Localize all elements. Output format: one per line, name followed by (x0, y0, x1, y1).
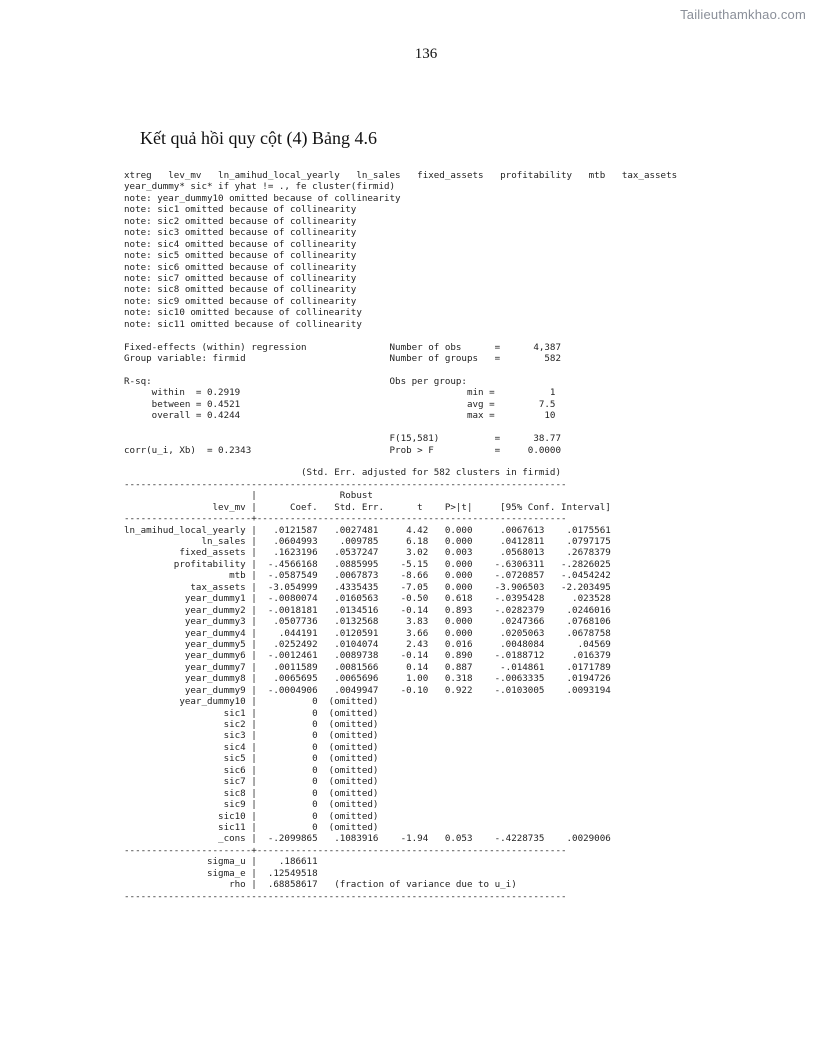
output-line: year_dummy* sic* if yhat != ., fe cluster(firmid) (124, 181, 396, 193)
output-line: year_dummy9 | -.0004906 .0049947 -0.10 0.922 -.0103005 .0093194 (124, 684, 611, 696)
output-line: year_dummy5 | .0252492 .0104074 2.43 0.016 .0048084 .04569 (124, 638, 611, 650)
output-line: note: sic11 omitted because of collinearity (124, 318, 362, 330)
output-line: sic3 | 0 (omitted) (124, 730, 379, 742)
output-line: note: sic2 omitted because of collinearity (124, 215, 357, 227)
output-line: between = 0.4521 avg = 7.5 (124, 398, 556, 410)
output-line: R-sq: Obs per group: (124, 375, 467, 387)
output-line: mtb | -.0587549 .0067873 -8.66 0.000 -.0720857 -.0454242 (124, 570, 611, 582)
blank-line (124, 330, 677, 341)
output-line: year_dummy8 | .0065695 .0065696 1.00 0.318 -.0063335 .0194726 (124, 673, 611, 685)
output-line: note: sic8 omitted because of collinearity (124, 284, 357, 296)
output-line: ln_sales | .0604993 .009785 6.18 0.000 .0412811 .0797175 (124, 536, 611, 547)
output-line: note: year_dummy10 omitted because of collinearity (124, 192, 401, 204)
output-line: sic8 | 0 (omitted) (124, 787, 379, 799)
output-line: -------------------------------------------------------------------------------- (124, 890, 567, 902)
output-line: sic1 | 0 (omitted) (124, 707, 379, 719)
section-heading: Kết quả hồi quy cột (4) Bảng 4.6 (140, 128, 377, 148)
output-line: within = 0.2919 min = 1 (124, 387, 556, 399)
output-line: overall = 0.4244 max = 10 (124, 410, 556, 422)
output-line: corr(u_i, Xb) = 0.2343 Prob > F = 0.0000 (124, 444, 561, 456)
blank-line (124, 364, 677, 375)
output-line: lev_mv | Coef. Std. Err. t P>|t| [95% Conf. Interval] (124, 501, 611, 513)
output-line: sic2 | 0 (omitted) (124, 719, 379, 730)
output-line: tax_assets | -3.054999 .4335435 -7.05 0.000 -3.906503 -2.203495 (124, 581, 611, 593)
output-line: | Robust (124, 490, 373, 502)
output-line: note: sic7 omitted because of collinearity (124, 272, 357, 284)
output-line: note: sic1 omitted because of collinearity (124, 204, 357, 216)
output-line: year_dummy2 | -.0018181 .0134516 -0.14 0.893 -.0282379 .0246016 (124, 604, 611, 616)
output-line: Group variable: firmid Number of groups = 582 (124, 353, 561, 364)
output-line: note: sic6 omitted because of collinearity (124, 261, 357, 273)
output-line: -----------------------+-------------------------------------------------------- (124, 844, 567, 856)
output-line: year_dummy7 | .0011589 .0081566 0.14 0.887 -.014861 .0171789 (124, 661, 611, 673)
output-line: sigma_e | .12549518 (124, 867, 318, 879)
output-line: fixed_assets | .1623196 .0537247 3.02 0.003 .0568013 .2678379 (124, 547, 611, 559)
output-line: -----------------------+-------------------------------------------------------- (124, 513, 567, 525)
output-line: -------------------------------------------------------------------------------- (124, 478, 567, 490)
output-line: (Std. Err. adjusted for 582 clusters in firmid) (124, 467, 561, 479)
page-number: 136 (414, 46, 438, 62)
output-line: note: sic3 omitted because of collinearity (124, 227, 357, 239)
output-line: sic4 | 0 (omitted) (124, 741, 379, 753)
output-line: year_dummy3 | .0507736 .0132568 3.83 0.000 .0247366 .0768106 (124, 616, 611, 628)
output-line: sic7 | 0 (omitted) (124, 776, 379, 788)
output-line: year_dummy4 | .044191 .0120591 3.66 0.000 .0205063 .0678758 (124, 627, 611, 639)
regression-output (124, 170, 677, 902)
blank-line (124, 422, 677, 433)
output-line: sic9 | 0 (omitted) (124, 799, 379, 811)
output-line: note: sic9 omitted because of collinearity (124, 295, 357, 307)
output-line: sic5 | 0 (omitted) (124, 753, 379, 765)
output-line: _cons | -.2099865 .1083916 -1.94 0.053 -.4228735 .0029006 (124, 833, 611, 845)
output-line: year_dummy6 | -.0012461 .0089738 -0.14 0.890 -.0188712 .016379 (124, 650, 611, 662)
output-line: year_dummy10 | 0 (omitted) (124, 696, 379, 708)
output-line: Fixed-effects (within) regression Number of obs = 4,387 (124, 341, 561, 353)
output-line: note: sic5 omitted because of collinearity (124, 250, 357, 262)
output-line: ln_amihud_local_yearly | .0121587 .0027481 4.42 0.000 .0067613 .0175561 (124, 524, 611, 536)
output-line: xtreg lev_mv ln_amihud_local_yearly ln_sales fixed_assets profitability mtb tax_assets (124, 170, 678, 181)
output-line: F(15,581) = 38.77 (124, 433, 561, 445)
output-line: note: sic4 omitted because of collinearity (124, 238, 357, 250)
output-line: sic10 | 0 (omitted) (124, 810, 379, 822)
watermark: Tailieuthamkhao.com (680, 7, 806, 22)
output-line: sic11 | 0 (omitted) (124, 821, 379, 833)
output-line: rho | .68858617 (fraction of variance due to u_i) (124, 879, 517, 891)
output-line: sigma_u | .186611 (124, 856, 318, 868)
blank-line (124, 456, 677, 467)
output-line: sic6 | 0 (omitted) (124, 764, 379, 776)
output-line: profitability | -.4566168 .0885995 -5.15 0.000 -.6306311 -.2826025 (124, 558, 611, 570)
output-line: note: sic10 omitted because of collinearity (124, 307, 362, 319)
output-line: year_dummy1 | -.0080074 .0160563 -0.50 0.618 -.0395428 .023528 (124, 593, 611, 605)
